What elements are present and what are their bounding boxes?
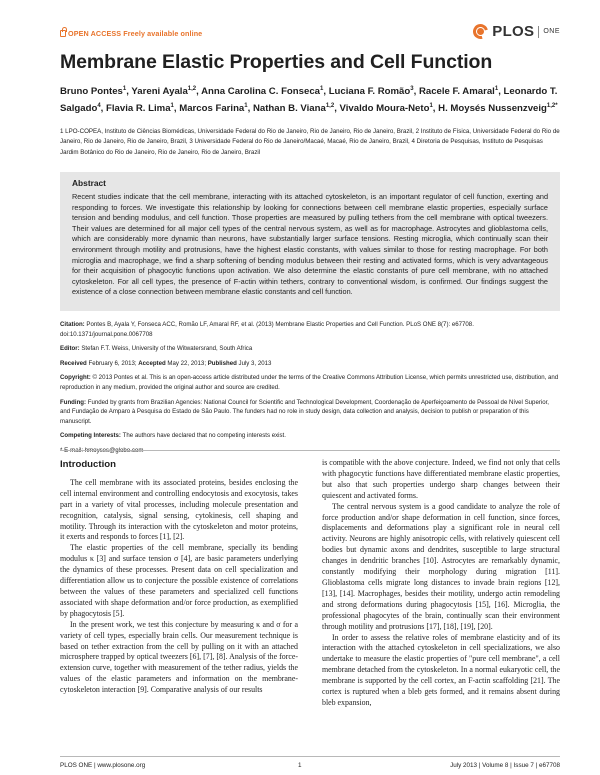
author-affiliation-marker: 1 xyxy=(320,86,324,92)
author-affiliation-marker: 4 xyxy=(97,103,101,110)
abstract-text: Recent studies indicate that the cell membrane, interacting with its attached cytoskeleton, is an important regulator of cell function, exerting and responding to forces. We investigate this relationship by looking for connections between cell membrane elastic properties, especially surface tension and bending modulus, and cell function. Those properties are measured by pulling tethers from the cell membrane with optical tweezers. Their values are determined for all major cell types of the central nervous system, as well as for macrophage. Astrocytes and glioblastoma cells, which are considerably more dynamic than neurons, have substantially larger surface tensions. Resting microglia, which continually scan their environment through motility and protrusions, have the highest elastic constants, with values similar to those for resting macrophage. For both microglia and macrophage, we find a sharp softening of bending modulus between their resting and activated forms, which is very advantageous for their acquisition of phagocytic functions upon activation. We also determine the elastic constants of pure cell membrane, with no attached cytoskeleton. For all cell types, the presence of F-actin within tethers, contrary to conventional wisdom, is confirmed. Our findings suggest the existence of a close connection between membrane elastic constants and cell function. xyxy=(72,192,548,297)
author-affiliation-marker: 1 xyxy=(170,103,174,110)
metadata-line: Competing Interests: The authors have declared that no competing interests exist. xyxy=(60,432,286,440)
author-name: Flavia R. Lima xyxy=(106,103,171,115)
author-affiliation-marker: 1 xyxy=(244,103,248,110)
abstract-box xyxy=(60,172,560,311)
author-name: Marcos Farina xyxy=(179,103,245,115)
author-affiliation-marker: 1 xyxy=(429,103,433,110)
page-footer xyxy=(60,762,560,772)
journal-header xyxy=(60,21,560,45)
divider xyxy=(60,450,560,451)
metadata-line: Funding: Funded by grants from Brazilian Agencies: National Council for Scientific and Technological Development, Coordenação de Aperfeiçoamento de Pessoal de Nível Superior, and Fundação de Amparo à Pesquisa do Estado de São Paulo. The funders had no role in study design, data collection and analysis, decision to publish or preparation of this manuscript. xyxy=(60,398,549,425)
body-paragraph: In order to assess the relative roles of membrane elasticity and of its interaction with the attached cytoskeleton in cell specializations, we also undertake to measure the elastic properties of "pure cell membrane", a cell membrane detached from the cytoskeleton. In a normal eukaryotic cell, the membrane is supported by the cell cortex, an F-actin scaffolding [21]. The cortex is ruptured when a bleb gets formed, and it remains absent during bleb expansion, xyxy=(322,632,560,707)
metadata-line: Editor: Stefan F.T. Weiss, University of the Witwatersrand, South Africa xyxy=(60,345,253,353)
metadata-line: Citation: Pontes B, Ayala Y, Fonseca ACC, Romão LF, Amaral RF, et al. (2013) Membrane Elastic Properties and Cell Function. PLoS ONE 8(7): e67708. doi:10.1371/journal.pone.0067708 xyxy=(60,321,474,338)
left-column xyxy=(60,458,298,696)
right-column xyxy=(322,458,560,709)
affiliations: 1 LPO-COPEA, Instituto de Ciências Biomédicas, Universidade Federal do Rio de Janeiro, Rio de Janeiro, Rio de Janeiro, Brazil, 2 Instituto de Física, Universidade Federal do Rio de Janeiro, Rio de Janeiro, Rio de Janeiro, Brazil, 3 Universidade Federal do Rio de Janeiro/Macaé, Macaé, Rio de Janeiro, Brazil, 4 Diretoria de Pesquisas, Instituto de Pesquisas Jardim Botânico do Rio de Janeiro, Rio de Janeiro, Rio de Janeiro, Brazil xyxy=(60,128,560,156)
author-affiliation-marker: 1,2 xyxy=(325,103,335,110)
author-name: Nathan B. Viana xyxy=(252,103,326,115)
plos-one-logo: PLOS ONE xyxy=(472,23,560,40)
open-lock-icon xyxy=(60,30,66,37)
metadata-line: Copyright: © 2013 Pontes et al. This is an open-access article distributed under the terms of the Creative Commons Attribution License, which permits unrestricted use, distribution, and reproduction in any medium, provided the original author and source are credited. xyxy=(60,374,559,391)
metadata-line: Received February 6, 2013; Accepted May 22, 2013; Published July 3, 2013 xyxy=(60,359,272,367)
author-name: H. Moysés Nussenzveig xyxy=(438,103,547,115)
introduction-heading: Introduction xyxy=(60,459,116,470)
author-affiliation-marker: 1,2 xyxy=(187,86,197,92)
author-name: Luciana F. Romão xyxy=(328,86,411,98)
divider xyxy=(60,756,560,757)
author-name: Bruno Pontes xyxy=(60,86,123,98)
open-access-banner: OPEN ACCESS Freely available online xyxy=(60,29,202,38)
body-paragraph: The central nervous system is a good candidate to analyze the role of force production and/or shape deformation in cell function, since forces, displacements and deformations play a significant role in neural cell activity. Neurons are highly anisotropic cells, with relatively quiescent cell bodies but dynamic axons and dendrites, susceptible to large structural changes in dendritic branches [10]. Astrocytes are remarkably dynamic, constantly modifying their morphology during migration [11]. Glioblastoma cells migrate long distances to invade brain regions [12], [13], [14]. Macrophages, besides their motility, undergo actin remodeling and strong deformations during phagocytosis [15], [16]. Microglia, the professional phagocytes of the brain, continually scan their environment through motility and protrusions [17], [18], [19], [20]. xyxy=(322,501,560,631)
footer-journal: PLOS ONE | www.plosone.org xyxy=(60,762,146,769)
plos-logo-icon xyxy=(472,23,489,40)
author-name: Yareni Ayala xyxy=(131,86,188,98)
author-affiliation-marker: 3 xyxy=(410,86,414,92)
author-name: Leonardo T. Salgado xyxy=(60,86,558,115)
body-paragraph: In the present work, we test this conjecture by measuring κ and σ for a variety of cell types, especially brain cells. Our measurement technique is based on tether extraction from the cell by pulling on it with an attached microsphere trapped by optical tweezers [6], [7], [8]. Analysis of the force-extension curve, together with measurement of the tether radius, yields the values of the elastic parameters and information on the membrane-cytoskeleton interaction [9]. Comparative analysis of our results xyxy=(60,619,298,695)
body-paragraph: is compatible with the above conjecture. Indeed, we find not only that cells with phagocytic functions have differentiated membrane elastic properties, but also that such properties undergo sharp changes between their quiescent and activated forms. xyxy=(322,458,560,500)
body-paragraph: The cell membrane with its associated proteins, besides enclosing the cell internal environment and controlling endocytosis and exocytosis, takes part in a variety of vital processes, including molecule presentation and recognition, catalysis, signal sensing, cytokinesis, cell shaping and motility. Through its interaction with the cytoskeleton and motor proteins, it exerts and responds to forces [1], [2]. xyxy=(60,477,298,542)
article-metadata xyxy=(60,320,560,461)
author-name: Anna Carolina C. Fonseca xyxy=(201,86,320,98)
author-name: Vivaldo Moura-Neto xyxy=(339,103,430,115)
author-affiliation-marker: 1 xyxy=(122,86,127,92)
body-paragraph: The elastic properties of the cell membrane, specially its bending modulus κ [3] and surface tension σ [4], are basic parameters underlying the dynamics of these processes. Present data on cell specialization and differentiation allow us to conjecture the possible existence of correlations between the values of these parameters and specialized cell functions associated with shape deformation and/or force production, as exemplified by phagocytosis [5]. xyxy=(60,543,298,618)
author-list: Bruno Pontes$^1$, Yareni Ayala$^{1,2}$, Anna Carolina C. Fonseca$^1$, Luciana F. Romão$^3$, Racele F. Amaral$^1$, Leonardo T. Salgado$^4$, Flavia R. Lima$^1$, Marcos Farina$^1$, Nathan B. Viana$^{1,2}$, Vivaldo Moura-Neto$^1$, H. Moysés Nussenzveig$^{1,2*}$ xyxy=(60,86,558,115)
article-title: Membrane Elastic Properties and Cell Function xyxy=(60,51,493,73)
author-affiliation-marker: 1,2* xyxy=(546,103,558,110)
footer-issue: July 2013 | Volume 8 | Issue 7 | e67708 xyxy=(450,762,560,769)
page-number: 1 xyxy=(298,762,302,769)
abstract-heading: Abstract xyxy=(72,178,106,188)
author-affiliation-marker: 1 xyxy=(494,86,499,92)
author-name: Racele F. Amaral xyxy=(418,86,495,98)
